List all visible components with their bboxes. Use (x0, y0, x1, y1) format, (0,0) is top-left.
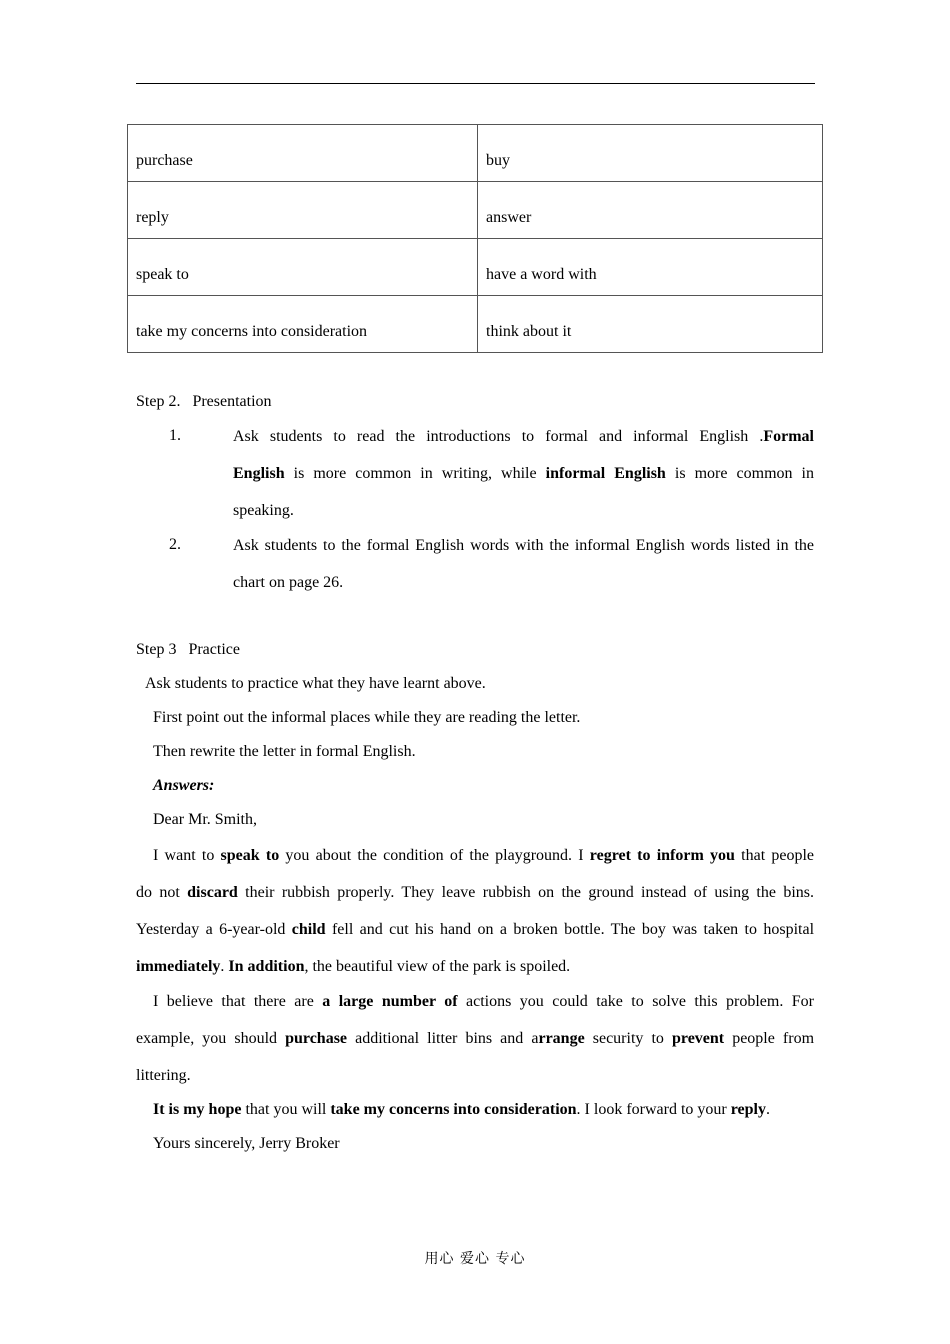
text-line: Ask students to read the introductions to formal and informal English .Formal (233, 428, 814, 445)
text-line: Yesterday a 6-year-old child fell and cut his hand on a broken bottle. The boy was taken to hospital (136, 921, 815, 938)
letter-paragraph-2 (136, 983, 814, 1094)
table-cell-informal: answer (478, 182, 823, 239)
formal-informal-table (127, 124, 823, 353)
step2-item1-text (233, 418, 814, 529)
letter-closing: Yours sincerely, Jerry Broker (153, 1135, 340, 1152)
table-cell-informal: think about it (478, 296, 823, 353)
text-line: example, you should purchase additional litter bins and arrange security to prevent people from (136, 1030, 815, 1047)
table-cell-formal: reply (128, 182, 478, 239)
text-line: do not discard their rubbish properly. They leave rubbish on the ground instead of using the bins. (136, 884, 814, 901)
text-line: I believe that there are a large number of actions you could take to solve this problem. For (153, 993, 814, 1010)
table-row (128, 125, 823, 182)
step2-heading: Step 2. Presentation (136, 393, 272, 410)
text-line: chart on page 26. (233, 574, 344, 591)
list-number: 1. (169, 427, 181, 444)
step3-paragraph: Ask students to practice what they have learnt above. (145, 675, 486, 692)
table-cell-formal: speak to (128, 239, 478, 296)
table-row (128, 182, 823, 239)
header-rule (136, 83, 815, 84)
table-cell-formal: take my concerns into consideration (128, 296, 478, 353)
table-cell-informal: have a word with (478, 239, 823, 296)
table-row (128, 296, 823, 353)
step3-paragraph: Then rewrite the letter in formal English. (153, 743, 416, 760)
list-number: 2. (169, 536, 181, 553)
text-line: Ask students to the formal English words with the informal English words listed in the (233, 537, 814, 554)
step2-item2-text (233, 527, 814, 601)
table-cell-informal: buy (478, 125, 823, 182)
table-row (128, 239, 823, 296)
step3-heading: Step 3 Practice (136, 641, 240, 658)
letter-salutation: Dear Mr. Smith, (153, 811, 257, 828)
letter-paragraph-3: It is my hope that you will take my concerns into consideration. I look forward to your reply. (153, 1101, 770, 1118)
text-line: speaking. (233, 502, 294, 519)
text-line: littering. (136, 1067, 191, 1084)
letter-paragraph-1 (136, 837, 814, 985)
step3-paragraph: First point out the informal places while they are reading the letter. (153, 709, 581, 726)
answers-label: Answers: (153, 777, 215, 794)
text-line: I want to speak to you about the condition of the playground. I regret to inform you that people (153, 847, 814, 864)
page-footer: 用心 爱心 专心 (424, 1251, 526, 1267)
table-cell-formal: purchase (128, 125, 478, 182)
text-line: English is more common in writing, while informal English is more common in (233, 465, 815, 482)
text-line: immediately. In addition, the beautiful view of the park is spoiled. (136, 958, 571, 975)
